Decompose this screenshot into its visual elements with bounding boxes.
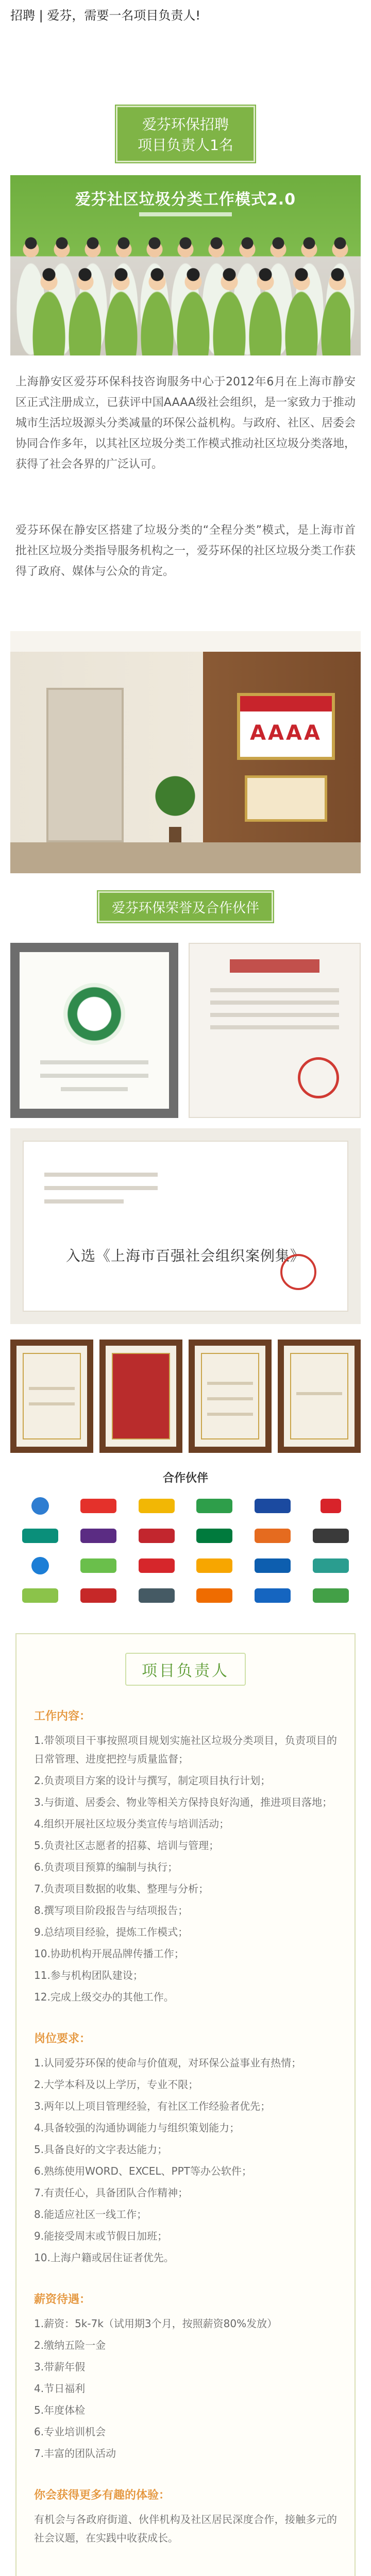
list-item: 9.能接受周末或节假日加班； bbox=[34, 2230, 168, 2242]
list-item: 10.上海户籍或居住证者优先。 bbox=[34, 2251, 174, 2264]
duties-heading: 工作内容： bbox=[34, 1710, 91, 1723]
partner-logo-icon bbox=[306, 1584, 356, 1607]
case-book-title: 入选《上海市百强社会组织案例集》 bbox=[65, 1247, 305, 1264]
text-line bbox=[44, 1173, 158, 1177]
experience-section bbox=[34, 2485, 337, 2547]
requirements-section bbox=[34, 2029, 337, 2267]
partner-logo-icon bbox=[15, 1494, 65, 1518]
benefits-heading: 薪资待遇： bbox=[34, 2293, 91, 2306]
plant-icon bbox=[155, 770, 196, 853]
benefits-section bbox=[34, 2290, 337, 2463]
text-line bbox=[44, 1199, 124, 1204]
list-item: 8.能适应社区一线工作； bbox=[34, 2208, 147, 2221]
partner-logo-icon bbox=[74, 1584, 124, 1607]
banner-line2: 项目负责人1名 bbox=[138, 137, 233, 154]
office-door bbox=[46, 688, 124, 842]
article-title: 招聘 | 爱芬，需要一名项目负责人! bbox=[10, 8, 200, 23]
list-item: 3.两年以上项目管理经验，有社区工作经验者优先； bbox=[34, 2100, 271, 2112]
partner-logo-icon bbox=[15, 1554, 65, 1578]
frame-inner bbox=[201, 1353, 259, 1439]
list-item: 10.协助机构开展品牌传播工作； bbox=[34, 1947, 184, 1960]
partner-logo-grid bbox=[15, 1494, 356, 1607]
frame-line bbox=[207, 1397, 253, 1400]
framed-certificates bbox=[10, 1340, 361, 1453]
partner-logo-icon bbox=[131, 1494, 181, 1518]
framed-certificate bbox=[189, 1340, 272, 1453]
frame-inner bbox=[290, 1353, 348, 1439]
certificate-right bbox=[189, 943, 361, 1118]
frame-line bbox=[29, 1387, 75, 1390]
list-item: 2.缴纳五险一金 bbox=[34, 2339, 106, 2351]
list-item: 6.专业培训机会 bbox=[34, 2426, 106, 2438]
list-item: 7.负责项目数据的收集、整理与分析； bbox=[34, 1883, 209, 1895]
list-item: 5.具备良好的文字表达能力； bbox=[34, 2143, 168, 2156]
partner-logo-icon bbox=[190, 1524, 240, 1548]
experience-heading: 你会获得更多有趣的体验： bbox=[34, 2489, 171, 2502]
experience-text: 有机会与各政府街道、伙伴机构及社区居民深度合作，接触多元的社会议题，在实践中收获成长。 bbox=[34, 2513, 337, 2544]
group-photo bbox=[10, 175, 361, 355]
partner-logo-icon bbox=[248, 1494, 298, 1518]
certificate-line bbox=[40, 1074, 148, 1078]
framed-certificate bbox=[10, 1340, 93, 1453]
list-item: 5.年度体检 bbox=[34, 2404, 86, 2416]
list-item: 4.组织开展社区垃圾分类宣传与培训活动； bbox=[34, 1818, 230, 1830]
certificate-left bbox=[10, 943, 178, 1118]
intro-paragraph-1: 上海静安区爱芬环保科技咨询服务中心于2012年6月在上海市静安区正式注册成立，已获评中国AAAA级社会组织，是一家致力于推动城市生活垃圾源头分类减量的环保公益机构。与政府、社区、居委会协同合作多年，以其社区垃圾分类工作模式推动社区垃圾分类落地，获得了社会各界的广泛认可。 bbox=[15, 376, 356, 471]
certificate-line bbox=[210, 1025, 339, 1029]
frame-inner bbox=[112, 1353, 170, 1439]
job-title-wrap bbox=[34, 1653, 337, 1686]
office-photo bbox=[10, 631, 361, 873]
list-item: 9.总结项目经验，提炼工作模式； bbox=[34, 1926, 189, 1938]
partner-logo-icon bbox=[306, 1524, 356, 1548]
secondary-plaque bbox=[245, 775, 327, 822]
plaque-rating: AAAA bbox=[250, 721, 322, 745]
partner-logo-icon bbox=[131, 1524, 181, 1548]
certificate-heading-bar bbox=[230, 959, 319, 973]
partner-logo-icon bbox=[306, 1494, 356, 1518]
office-ceiling bbox=[10, 631, 361, 652]
partner-logo-icon bbox=[131, 1554, 181, 1578]
list-item: 2.大学本科及以上学历，专业不限； bbox=[34, 2078, 199, 2091]
partner-logo-icon bbox=[190, 1584, 240, 1607]
wall-logo-strip bbox=[139, 212, 232, 216]
job-title: 项目负责人 bbox=[125, 1653, 246, 1686]
frame-line bbox=[207, 1413, 253, 1416]
framed-certificate bbox=[278, 1340, 361, 1453]
red-stamp-icon bbox=[280, 1254, 316, 1290]
text-line bbox=[44, 1186, 158, 1190]
frame-line bbox=[207, 1382, 253, 1385]
case-book-paper bbox=[23, 1141, 348, 1312]
partner-logo-icon bbox=[248, 1554, 298, 1578]
partner-logo-icon bbox=[74, 1494, 124, 1518]
list-item: 4.具备较强的沟通协调能力与组织策划能力； bbox=[34, 2122, 240, 2134]
list-item: 1.带领项目干事按照项目规划实施社区垃圾分类项目，负责项目的日常管理、进度把控与质量监督； bbox=[34, 1734, 337, 1765]
certificate-line bbox=[210, 1013, 339, 1017]
list-item: 1.薪资：5k-7k（试用期3个月，按照薪资80%发放） bbox=[34, 2317, 278, 2330]
red-seal-icon bbox=[298, 1057, 339, 1098]
plaque-header-bar bbox=[240, 696, 332, 711]
recruit-banner bbox=[116, 106, 255, 162]
intro-paragraph-2: 爱芬环保在静安区搭建了垃圾分类的“全程分类”模式，是上海市首批社区垃圾分类指导服务机构之一，爱芬环保的社区垃圾分类工作获得了政府、媒体与公众的肯定。 bbox=[15, 524, 356, 578]
green-emblem-icon bbox=[63, 983, 125, 1045]
partner-logo-icon bbox=[15, 1524, 65, 1548]
office-floor bbox=[10, 842, 361, 873]
partner-logo-icon bbox=[15, 1584, 65, 1607]
list-item: 7.丰富的团队活动 bbox=[34, 2447, 116, 2460]
certificate-paper bbox=[20, 952, 169, 1109]
certificates-row bbox=[10, 943, 361, 1118]
partner-logo-icon bbox=[74, 1554, 124, 1578]
certificate-line bbox=[210, 1001, 339, 1005]
banner-line1: 爱芬环保招聘 bbox=[142, 116, 229, 133]
partner-logo-icon bbox=[306, 1554, 356, 1578]
partner-logo-icon bbox=[248, 1524, 298, 1548]
partner-logo-icon bbox=[74, 1524, 124, 1548]
job-detail-box bbox=[15, 1633, 356, 2576]
people-front-row bbox=[31, 265, 350, 355]
list-item: 5.负责社区志愿者的招募、培训与管理； bbox=[34, 1839, 220, 1852]
list-item: 4.节日福利 bbox=[34, 2382, 86, 2395]
list-item: 3.与街道、居委会、物业等相关方保持良好沟通，推进项目落地； bbox=[34, 1796, 333, 1808]
requirements-heading: 岗位要求： bbox=[34, 2032, 91, 2045]
partner-logo-icon bbox=[190, 1494, 240, 1518]
frame-line bbox=[29, 1402, 75, 1405]
partner-logo-icon bbox=[248, 1584, 298, 1607]
certificate-line bbox=[40, 1060, 148, 1064]
duties-section bbox=[34, 1706, 337, 2006]
aaaa-plaque bbox=[237, 693, 335, 760]
framed-certificate bbox=[99, 1340, 182, 1453]
list-item: 8.撰写项目阶段报告与结项报告； bbox=[34, 1904, 189, 1917]
honors-label: 爱芬环保荣誉及合作伙伴 bbox=[98, 891, 273, 922]
case-book-certificate bbox=[10, 1128, 361, 1324]
group-photo-caption: 爱芬社区垃圾分类工作模式2.0 bbox=[75, 191, 296, 209]
certificate-line bbox=[61, 1087, 128, 1091]
list-item: 7.有责任心，具备团队合作精神； bbox=[34, 2187, 189, 2199]
list-item: 3.带薪年假 bbox=[34, 2361, 86, 2373]
partner-logo-icon bbox=[190, 1554, 240, 1578]
list-item: 12.完成上级交办的其他工作。 bbox=[34, 1991, 174, 2003]
case-book-small-text bbox=[44, 1173, 158, 1213]
certificate-line bbox=[210, 988, 339, 992]
list-item: 6.熟练使用WORD、EXCEL、PPT等办公软件； bbox=[34, 2165, 252, 2177]
frame-inner bbox=[23, 1353, 81, 1439]
list-item: 2.负责项目方案的设计与撰写，制定项目执行计划； bbox=[34, 1774, 271, 1787]
partner-logo-icon bbox=[131, 1584, 181, 1607]
list-item: 6.负责项目预算的编制与执行； bbox=[34, 1861, 178, 1873]
frame-line bbox=[296, 1392, 342, 1395]
list-item: 11.参与机构团队建设； bbox=[34, 1969, 143, 1981]
list-item: 1.认同爱芬环保的使命与价值观，对环保公益事业有热情； bbox=[34, 2057, 302, 2069]
partners-title: 合作伙伴 bbox=[162, 1472, 208, 1485]
